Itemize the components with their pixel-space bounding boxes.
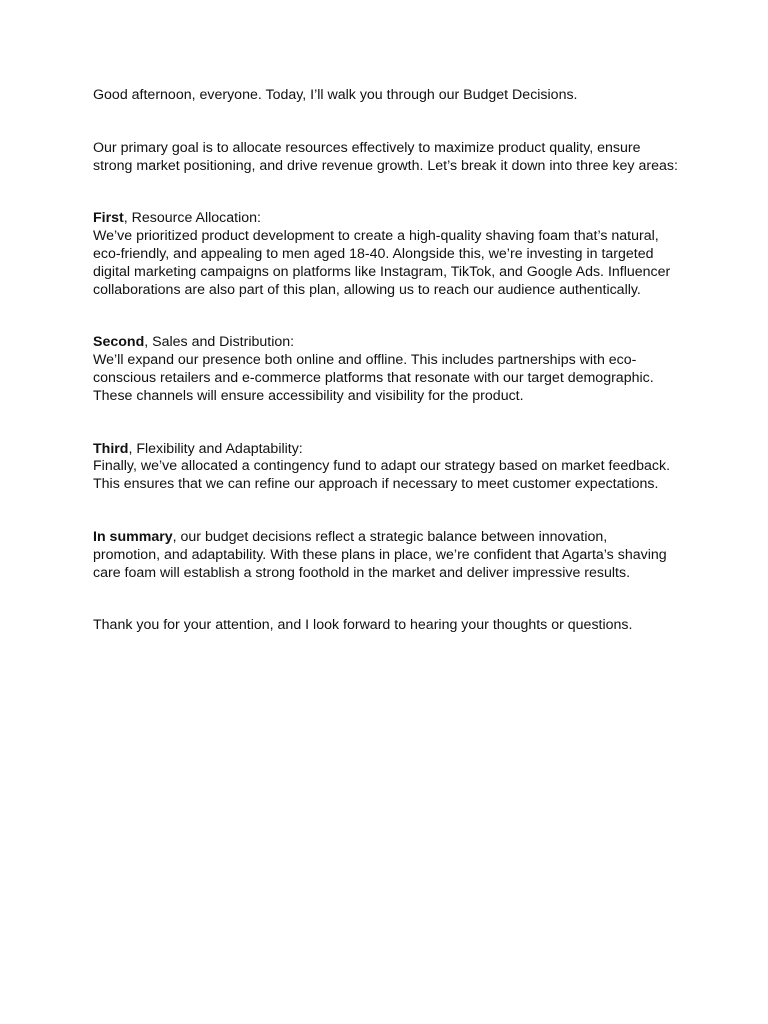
section-sales-distribution: [93, 334, 678, 405]
section-heading: [93, 441, 678, 459]
spacer: [93, 494, 678, 529]
summary-lead: In summary: [93, 528, 173, 545]
section-heading: [93, 334, 678, 352]
summary-text: , our budget decisions reflect a strategic balance between innovation, promotion, and adaptability. With these plans in place, we’re confident that Agarta’s shaving care foam will establish a strong foothold in the market and deliver impressive results.: [93, 528, 667, 581]
section-lead: First: [93, 210, 124, 227]
section-heading-text: , Resource Allocation:: [123, 210, 261, 227]
closing-paragraph: Thank you for your attention, and I look forward to hearing your thoughts or questions.: [93, 617, 633, 634]
section-heading-text: , Flexibility and Adaptability:: [128, 440, 303, 457]
section-body: Finally, we’ve allocated a contingency fund to adapt our strategy based on market feedback. This ensures that we can refine our approach if necessary to meet customer expectations.: [93, 458, 671, 493]
spacer: [93, 582, 678, 617]
section-flexibility-adaptability: [93, 441, 678, 494]
section-heading: [93, 210, 678, 228]
spacer: [93, 406, 678, 441]
spacer: [93, 175, 678, 210]
section-heading-text: , Sales and Distribution:: [144, 334, 295, 351]
section-lead: Third: [93, 440, 129, 457]
section-body: We’ll expand our presence both online and offline. This includes partnerships with eco-conscious retailers and e-commerce platforms that resonate with our target demographic. These channels will ensure accessibility and visibility for the product.: [93, 352, 654, 404]
summary-paragraph: [93, 529, 678, 582]
greeting-paragraph: Good afternoon, everyone. Today, I’ll walk you through our Budget Decisions.: [93, 87, 578, 103]
document-body: [93, 87, 678, 635]
goal-paragraph: Our primary goal is to allocate resources effectively to maximize product quality, ensure strong market positioning, and drive revenue growth. Let’s break it down into three key areas:: [93, 139, 678, 174]
section-lead: Second: [93, 334, 145, 351]
spacer: [93, 105, 678, 140]
spacer: [93, 299, 678, 334]
section-resource-allocation: [93, 210, 678, 299]
section-body: We’ve prioritized product development to create a high-quality shaving foam that’s natural, eco-friendly, and appealing to men aged 18-40. Alongside this, we’re investing in targeted digital marketing campaigns on platforms like Instagram, TikTok, and Google Ads. Influencer collaborations are also part of this plan, allowing us to reach our audience authentically.: [93, 228, 671, 298]
